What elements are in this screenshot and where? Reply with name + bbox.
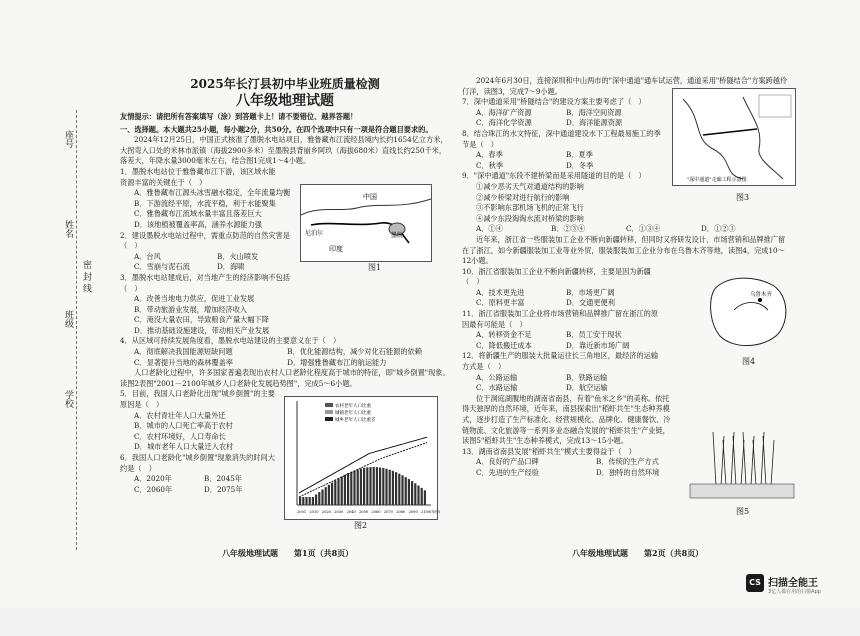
q1-options	[120, 188, 300, 336]
q2-options-row2	[120, 262, 300, 273]
rice-stalk	[733, 436, 736, 486]
seal-label: 密 封 线	[81, 260, 91, 293]
diff-bar	[341, 477, 343, 505]
label-china: 中国	[363, 193, 377, 201]
question-10: 10．浙江省服装加工企业不断向新疆转移，主要是因为新疆（ ）	[462, 266, 651, 287]
q7-option-b: B．海洋空间资源	[566, 107, 622, 117]
rice-stalk	[753, 440, 756, 486]
q5-option-c: C．农村环境好，人口寿命长	[134, 431, 226, 441]
x-tick-label: 2001	[297, 510, 307, 514]
scanner-watermark	[746, 572, 860, 602]
passage-4: 近年来，浙江省一些服装加工企业不断向新疆转移，但同时又将研发设计、市场营销和品牌推广留在了浙江，如今新疆服装加工业等业外贸，服装服装加工企业分布在乌鲁木齐等地，读图4，完成10～12小题。	[462, 234, 786, 266]
diff-bar	[417, 486, 419, 505]
q2-option-d: D．海啸	[217, 262, 245, 272]
question-11: 11．浙江省服装加工企业将市场营销和品牌推广留在浙江的原因最有可能是（ ）	[462, 309, 659, 329]
xinjiang-outline	[711, 278, 786, 345]
q9-option-c: C．①③④	[626, 224, 661, 234]
q10-option-b: B．市场更广阔	[566, 287, 615, 297]
scanner-name: 扫描全能王	[768, 578, 818, 589]
diff-bar	[421, 488, 423, 505]
coastline-west	[683, 99, 743, 179]
x-tick-label: 2050	[359, 510, 369, 514]
q9-option-d: D．①②③	[701, 224, 736, 234]
question-12: 12．将新疆生产的服装大批量运往长三角地区，最经济的运输方式是（ ）	[462, 351, 659, 372]
q2-option-c: C．雪崩与泥石流	[134, 262, 190, 272]
q1-option-b: B．下游流经平原，水流平稳，利于水能聚集	[134, 198, 276, 208]
figure-4-map	[704, 270, 794, 358]
question-8: 8．结合珠江的水文特征，深中通道建设水下工程最易施工的季节是（ ）	[462, 128, 661, 149]
scanner-logo-icon: CS	[746, 574, 764, 592]
q7-option-d: D．海洋能源资源	[566, 118, 623, 128]
figure-5-diagram	[686, 424, 798, 506]
q9-statement-3: ③不影响东部机场飞机的正常飞行	[476, 203, 584, 213]
q12-options-row1	[462, 373, 662, 384]
name-label: 姓名	[63, 220, 73, 238]
q8-option-d: D．冬季	[566, 160, 594, 170]
q6-options-row2	[120, 485, 280, 496]
tunnel-line	[703, 129, 757, 135]
q10-option-a: A．技术更先进	[476, 287, 525, 297]
seal-line	[76, 110, 78, 550]
diff-bar	[373, 467, 375, 505]
rice-stalk	[771, 440, 774, 486]
q8-options-row1	[462, 150, 662, 161]
diff-bar	[309, 497, 311, 505]
q8-option-a: A．春季	[476, 150, 503, 160]
q9-statement-4: ④减少东段淘淘水流对桥梁的影响	[476, 213, 584, 223]
diff-bar	[328, 485, 330, 505]
seat-label: 座号	[63, 130, 73, 148]
exam-subtitle: 八年级地理试题	[236, 93, 334, 109]
q12-option-d: D．航空运输	[566, 383, 608, 393]
q3-option-d: D．推动基础设施建设，带动相关产业发展	[134, 325, 270, 335]
diff-bar	[360, 469, 362, 505]
diff-bar	[331, 483, 333, 505]
figure-1-caption: 图1	[368, 263, 382, 272]
diff-bar	[389, 470, 391, 505]
page-2-footer: 八年级地理试题 第2页（共8页）	[572, 548, 704, 558]
q4-option-d: D．增强雅鲁藏布江的航运能力	[287, 357, 387, 367]
q2-option-b: B．火山喷发	[217, 251, 259, 261]
figure-3-subtitle: "深中通道"走廊工程示意图	[687, 177, 747, 183]
diff-bar	[398, 474, 400, 505]
urumqi-dot	[758, 298, 762, 302]
diff-bar	[376, 467, 378, 505]
q7-q9-block	[462, 97, 662, 224]
diff-bar	[305, 497, 307, 505]
figure-4-caption: 图4	[742, 357, 756, 366]
q1-option-d: D．该地植被覆盖率高，涵养水源能力强	[134, 219, 262, 229]
q11-option-d: D．靠近新市场广阔	[566, 340, 630, 350]
q5-q6-block	[120, 389, 280, 495]
label-urumqi: 乌鲁木齐	[750, 292, 773, 298]
scanner-tagline: 3亿人都在用的扫描App	[768, 589, 821, 595]
figure-3-map	[672, 88, 796, 186]
q10-option-d: D．交通更便利	[566, 298, 615, 308]
diff-bar	[315, 495, 317, 505]
q4-option-b: B．优化能源结构，减少对化石能源的依赖	[287, 347, 422, 357]
diff-bar	[363, 468, 365, 505]
diff-bar	[382, 468, 384, 505]
diff-bar	[321, 490, 323, 505]
passage-3: 2024年6月30日，连接深圳和中山两市的"深中通道"通车试运营，通道采用"桥隧结合"方案跨越伶仃洋，读图3，完成7～9小题。	[462, 76, 788, 96]
q2-options-row1	[120, 252, 300, 263]
q3-option-b: B．带动旅游业发展，增加经济收入	[134, 304, 248, 314]
x-tick-label: 2090	[408, 510, 418, 514]
x-tick-label: 2080	[396, 510, 406, 514]
binding-margin	[60, 110, 100, 550]
label-india: 印度	[329, 245, 343, 253]
diff-bar	[392, 471, 394, 505]
q9-options	[462, 224, 792, 235]
diff-bar	[411, 481, 413, 505]
q4-option-c: C．显著提升当地的森林覆盖率	[134, 357, 233, 367]
diff-bar	[334, 480, 336, 505]
question-3: 3．墨脱水电站建成后，对当地产生的经济影响不包括（ ）	[120, 272, 290, 293]
exam-tip: 友情提示：请把所有答案填写（涂）到答题卡上！请不要错位、越界答题！	[120, 112, 358, 121]
paddy-water	[690, 484, 794, 498]
diff-bar	[337, 478, 339, 505]
rice-stalk	[713, 432, 716, 486]
figure-2-chart	[284, 396, 441, 520]
q12-option-a: A．公路运输	[476, 372, 518, 382]
q1-option-c: C．雅鲁藏布江流域水量丰富且落差巨大	[134, 209, 262, 219]
rice-stalk	[763, 436, 766, 486]
q6-option-d: D．2075年	[204, 484, 243, 494]
q1-block	[120, 167, 280, 188]
diff-bar	[366, 467, 368, 505]
q12-options-row2	[462, 383, 662, 394]
q1-option-a: A．雅鲁藏布江源头冰雪融水稳定，全年流量均衡	[134, 188, 291, 198]
diff-bar	[424, 490, 426, 505]
q6-option-c: C．2060年	[134, 484, 173, 494]
q9-option-b: B．②③④	[551, 224, 586, 234]
passage-5: 位于洞庭湖腹地的湖南省南县，有着"鱼米之乡"的美称。依托得天独厚的自然环境，近年来，南县探索出"稻虾共生"生态种养模式，逐步打造了生产标准化、经营规模化、品牌化、健康餐饮、冷链物流、文化旅游等一系列多业态融合发展的"稻虾共生"产业链，读图5"稻虾共生"生态种养模式，完成13～15小题。	[462, 393, 671, 446]
label-medog: 墨脱	[391, 232, 404, 239]
diff-bar	[369, 467, 371, 505]
question-7: 7．深中通道采用"桥隧结合"的建设方案主要考虑了（ ）	[462, 97, 646, 107]
legend-item-2: 城镇老年人口比重	[335, 411, 371, 416]
passage-2: 人口老龄化过程中，许多国家普遍表现出农村人口老龄化程度高于城市的特征，即"城乡倒置"现象。读图2表图"2001－2100年城乡人口老龄化发展趋势图"，完成5～6小题。	[120, 368, 450, 388]
question-2: 2．建设墨脱水电站过程中，需重点防范的自然灾害是（ ）	[120, 230, 290, 251]
section-heading: 一、选择题。本大题共25小题，每小题2分，共50分。在四个选项中只有一项是符合题目要求的。	[120, 124, 433, 134]
q10-options-row1	[462, 288, 662, 299]
figure-5-caption: 图5	[736, 507, 750, 516]
diff-bar	[405, 477, 407, 505]
q13-option-d: D．独特的自然环境	[596, 467, 660, 477]
q8-option-c: C．秋季	[476, 160, 504, 170]
q9-statement-2: ②减少桥梁对进行航行的影响	[476, 192, 570, 202]
x-tick-label: 2020	[321, 510, 331, 514]
q4-options-row2	[120, 358, 450, 369]
page-1-footer: 八年级地理试题 第1页（共8页）	[222, 548, 354, 558]
q10-options-row2	[462, 298, 662, 309]
diff-bar	[408, 479, 410, 505]
q9-statement-1: ①减少恶劣天气对通道结构的影响	[476, 181, 584, 191]
rice-stalk	[743, 432, 746, 486]
q11-options-row1	[462, 330, 662, 341]
diff-bar	[299, 497, 301, 505]
legend	[325, 402, 376, 423]
q2-option-a: A．台风	[134, 251, 161, 261]
legend-swatch-3	[325, 417, 333, 421]
legend-box	[759, 95, 791, 117]
q8-options-row2	[462, 161, 662, 172]
figure-3-caption: 图3	[736, 193, 750, 202]
q6-option-b: B．2045年	[204, 474, 242, 484]
legend-swatch-2	[325, 410, 333, 414]
q9-option-a: A．①④	[476, 224, 503, 234]
q7-options-row1	[462, 108, 662, 119]
legend-item-3: 城乡老年人口比重差	[335, 418, 376, 423]
q7-option-a: A．海洋矿产资源	[476, 107, 532, 117]
figure-2-caption: 图2	[354, 521, 368, 530]
diff-bar	[357, 469, 359, 505]
q13-option-b: B．传统的生产方式	[596, 457, 659, 467]
diff-bar	[302, 497, 304, 505]
diff-bar	[379, 467, 381, 505]
q7-options-row2	[462, 118, 662, 129]
q5-option-a: A．农村青壮年人口大量外迁	[134, 410, 226, 420]
passage-1: 2024年12月25日，中国正式核准了墨脱水电站项目，雅鲁藏布江流经县境内长约1654亿立方米，大拐弯入口处的米林市派镇（海拔2900多米）至墨脱县背崩乡阿玖（海拔680米）直线长约250千米，落差大，年降水量3000毫米左右，结合图1完成1～4小题。	[120, 135, 448, 166]
question-9: 9．"深中通道"东段不建桥梁而是采用隧道的目的是（ ）	[462, 171, 646, 181]
q10-q12-block	[462, 267, 662, 394]
q6-option-a: A．2020年	[134, 474, 172, 484]
question-13: 13．湖南省南县发展"稻虾共生"模式主要得益于（ ）	[462, 446, 636, 456]
q12-option-c: C．水路运输	[476, 383, 518, 393]
class-label: 班级	[63, 310, 73, 328]
q3-option-a: A．改善当地电力供应，促进工业发展	[134, 294, 255, 304]
x-tick-label: 2030	[334, 510, 344, 514]
q10-option-c: C．原料更丰富	[476, 298, 525, 308]
q11-option-a: A．转移资金不足	[476, 330, 532, 340]
x-ticks	[297, 509, 441, 514]
diff-bar	[312, 497, 314, 505]
diff-bar	[395, 472, 397, 505]
question-6: 6．我国人口老龄化"城乡倒置"现象消失的时间大约是（ ）	[120, 453, 275, 473]
rice-stalk	[723, 440, 726, 486]
q5-option-d: D．城市老年人口大量迁入农村	[134, 442, 234, 452]
diff-bar	[385, 469, 387, 505]
q5-option-b: B．城市的人口死亡率高于农村	[134, 421, 233, 431]
q11-option-b: B．员工安于现状	[566, 330, 622, 340]
x-tick-label: 2070	[383, 510, 393, 514]
q13-option-c: C．先进的生产经验	[476, 467, 540, 477]
exam-title: 2025年长汀县初中毕业班质量检测	[190, 77, 380, 91]
q4-option-a: A．彻底解决我国能源短缺问题	[134, 347, 233, 357]
q12-option-b: B．铁路运输	[566, 372, 608, 382]
x-tick-label: 2010	[309, 510, 319, 514]
diff-bar	[353, 470, 355, 505]
q11-option-c: C．降低搬迁成本	[476, 340, 532, 350]
legend-item-1: 农村老年人口比重	[335, 404, 371, 409]
question-4: 4．从区域可持续发展角度看，墨脱水电站建设的主要意义在于（ ）	[120, 336, 341, 346]
diff-bar	[414, 483, 416, 505]
q13-option-a: A．良好的产品口碑	[476, 457, 539, 467]
bar-group	[299, 467, 426, 505]
diff-bar	[344, 475, 346, 505]
x-tick-label: 2100(年份)	[421, 510, 441, 514]
border-line	[301, 199, 431, 215]
q11-options-row2	[462, 341, 662, 352]
rice-plants	[713, 432, 774, 486]
legend-swatch-1	[325, 403, 333, 407]
passage-5-block	[462, 394, 672, 447]
diff-bar	[401, 475, 403, 505]
diff-bar	[325, 487, 327, 505]
diff-bar	[350, 472, 352, 505]
question-1: 1．墨脱水电站位于雅鲁藏布江下游，该区域水能资源丰富的关键在于（ ）	[120, 166, 276, 187]
school-label: 学校	[63, 390, 73, 408]
label-nepal: 尼泊尔	[305, 230, 324, 237]
q6-options-row1	[120, 474, 280, 485]
diff-bar	[347, 473, 349, 505]
question-5: 5．目前，我国人口老龄化出现"城乡倒置"的主要原因是（ ）	[120, 389, 275, 410]
x-tick-label: 2040	[346, 510, 356, 514]
q3-option-c: C．淹没大量农田，导致粮食产量大幅下降	[134, 315, 269, 325]
x-tick-label: 2060	[371, 510, 381, 514]
q8-option-b: B．夏季	[566, 150, 593, 160]
figure-1-map	[300, 184, 432, 262]
q7-option-c: C．海洋化学资源	[476, 118, 532, 128]
diff-bar	[318, 492, 320, 505]
q4-options-row1	[120, 347, 450, 358]
